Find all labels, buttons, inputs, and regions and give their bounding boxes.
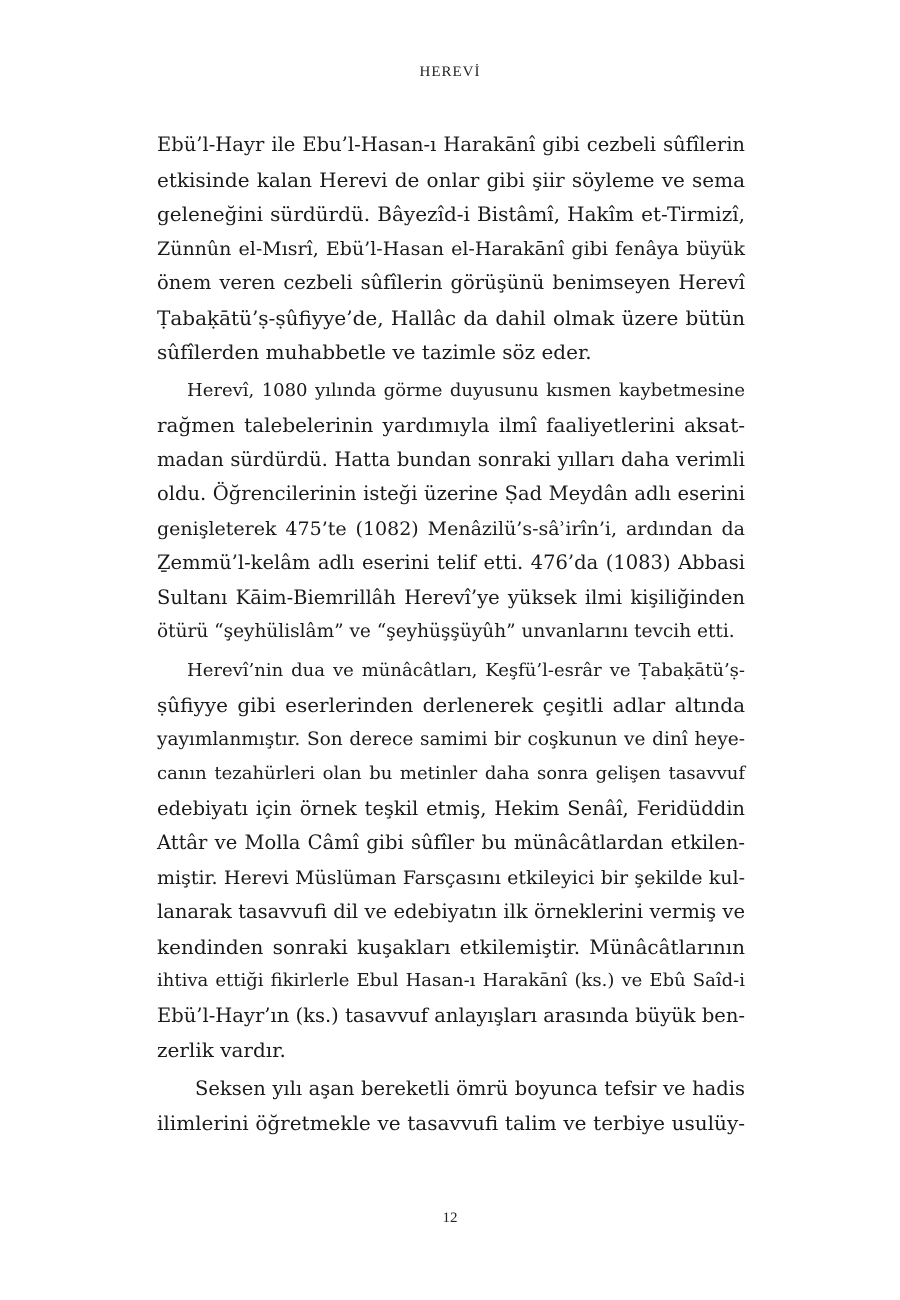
text-line: madan sürdürdü. Hatta bundan sonraki yılları daha verimli [157, 447, 745, 471]
paragraph-3 [157, 654, 745, 1068]
text-line: ihtiva ettiği fikirlerle Ebul Hasan-ı Harakānî (ks.) ve Ebû Saîd-i [157, 970, 745, 991]
text-line: Ẕemmü’l-kelâm adlı eserini telif etti. 476’da (1083) Abbasi [157, 551, 745, 574]
paragraph-4 [157, 1072, 745, 1141]
text-line: Seksen yılı aşan bereketli ömrü boyunca tefsir ve hadis [195, 1076, 745, 1100]
text-line: lanarak tasavvufi dil ve edebiyatın ilk örneklerini vermiş ve [157, 900, 745, 923]
text-line: Ebü’l-Hayr ile Ebu’l-Hasan-ı Harakānî gibi cezbeli sûfîlerin [157, 133, 745, 156]
text-line: edebiyatı için örnek teşkil etmiş, Hekim Senâî, Feridüddin [157, 796, 745, 820]
text-line: Sultanı Kāim-Biemrillâh Herevî’ye yüksek ilmi kişiliğinden [157, 585, 745, 609]
text-line: Ebü’l-Hayr’ın (ks.) tasavvuf anlayışları arasında büyük ben- [157, 1003, 745, 1027]
text-line: Zünnûn el-Mısrî, Ebü’l-Hasan el-Harakānî gibi fenâya büyük [157, 237, 745, 260]
running-head: HEREVİ [419, 64, 481, 80]
text-line: Ṭabaḳātü’ṣ-ṣûfiyye’de, Hallâc da dahil olmak üzere bütün [157, 305, 745, 330]
text-line: ilimlerini öğretmekle ve tasavvufi talim ve terbiye usulüy- [157, 1111, 745, 1135]
text-line: geleneğini sürdürdü. Bâyezîd-i Bistâmî, Hakîm et-Tirmizî, [157, 202, 745, 226]
text-line: miştir. Herevi Müslüman Farsçasını etkileyici bir şekilde kul- [157, 866, 745, 889]
text-line: ötürü “şeyhülislâm” ve “şeyhüşşüyûh” unvanlarını tevcih etti. [157, 621, 735, 642]
text-line: Herevî, 1080 yılında görme duyusunu kısmen kaybetmesine [187, 379, 745, 401]
text-line: rağmen talebelerinin yardımıyla ilmî faaliyetlerini aksat- [157, 413, 745, 437]
body-text [157, 128, 745, 1145]
text-line: genişleterek 475’te (1082) Menâzilü’s-sâʾirîn’i, ardından da [157, 517, 745, 540]
text-line: zerlik vardır. [157, 1038, 286, 1062]
paragraph-2 [157, 374, 745, 650]
text-line: canın tezahürleri olan bu metinler daha sonra gelişen tasavvuf [157, 763, 745, 784]
text-line: oldu. Öğrencilerinin isteği üzerine Ṣad Meydân adlı eserini [157, 482, 745, 505]
paragraph-1 [157, 128, 745, 370]
text-line: Herevî’nin dua ve münâcâtları, Keşfü’l-esrâr ve Ṭabaḳātü’ṣ- [187, 659, 745, 681]
text-line: ṣûfiyye gibi eserlerinden derlenerek çeşitli adlar altında [157, 693, 745, 717]
text-line: önem veren cezbeli sûfîlerin görüşünü benimseyen Herevî [157, 271, 745, 294]
text-line: yayımlanmıştır. Son derece samimi bir coşkunun ve dinî heye- [157, 728, 745, 750]
page-number: 12 [442, 1210, 458, 1226]
text-line: kendinden sonraki kuşakları etkilemiştir. Münâcâtlarının [157, 934, 745, 959]
text-line: Attâr ve Molla Câmî gibi sûfîler bu münâcâtlardan etkilen- [157, 831, 745, 854]
text-line: etkisinde kalan Herevi de onlar gibi şiir söyleme ve sema [157, 167, 745, 192]
text-line: sûfîlerden muhabbetle ve tazimle söz eder. [157, 340, 592, 364]
